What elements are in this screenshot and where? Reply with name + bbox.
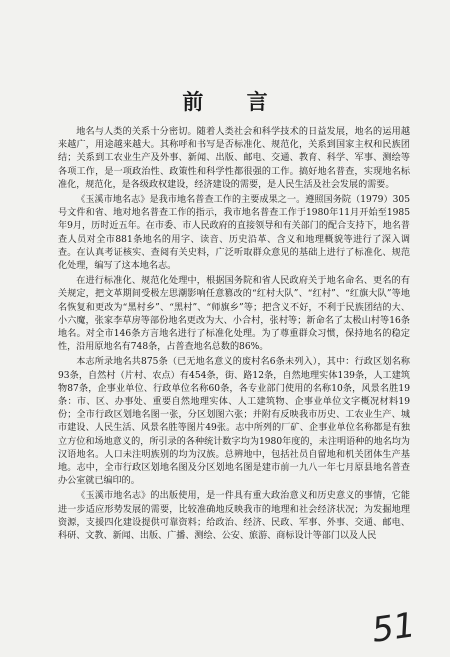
paragraph: 地名与人类的关系十分密切。随着人类社会和科学技术的日益发展，地名的运用越来越广，用途越来越大。其称呼和书写是否标准化、规范化，关系到国家主权和民族团结；关系到工农业生产及外事、新闻、出版、邮电、交通、教育、科学、军事、测绘等各项工作，是一项政治性、政策性和科学性都很强的工作。搞好地名普查，实现地名标准化，规范化，是各级政权建设，经济建设的需要，是人民生活及社会发展的需要。	[58, 127, 410, 190]
paragraph: 《玉溪市地名志》是我市地名普查工作的主要成果之一。遵照国务院（1979）305号文件和省、地对地名普查工作的指示，我市地名普查工作于1980年11月开始至1985年9月，历时近五年。在市委、市人民政府的直接领导和有关部门的配合支持下，地名普查人员对全市881条地名的用字、读音、历史沿革、含义和地理概貌等进行了深入调查。在认真考证核实、查阅有关史料，广泛听取群众意见的基础上进行了标准化、规范化处理，编写了这本地名志。	[58, 195, 410, 272]
preface-body	[58, 126, 410, 545]
paragraph: 《玉溪市地名志》的出版使用，是一件具有重大政治意义和历史意义的事情，它能进一步适应形势发展的需要，比较准确地反映我市的地理和社会经济状况；为发掘地理资源，支援四化建设提供可靠资料；给政治、经济、民政、军事、外事、交通、邮电、科研、文教、新闻、出版、广播、测绘、公安、旅游、商标设计等部门以及人民	[58, 491, 410, 542]
page-title: 前 言	[182, 89, 286, 114]
paragraph: 本志所录地名共875条（已无地名意义的废村名6条未列入），其中：行政区划名称93条，自然村（片村、农点）有454条，街、路12条，自然地理实体139条，人工建筑物87条，企事业单位、行政单位名称60条，各专业部门使用的名称10条，风景名胜19条：市、区、办事处、重要自然地理实体、人工建筑物、企事业单位文字概况材料19份；全市行政区划地名图一张，分区划图六张；并附有反映我市历史、工农业生产、城市建设、人民生活、风景名胜等图片49张。志中所列的厂矿、企事业单位名称都是有独立方位和场地意义的，所引录的各种统计数字均为1980年度的，未注明语种的地名均为汉语地名。人口未注明族别的均为汉族。总辨地中，包括社员自留地和机关团体生产基地。志中，全市行政区划地名图及分区划地名图是建市前一九八一年七月原县地名普查办公室就已编印的。	[58, 357, 410, 487]
handwritten-page-number: 51	[369, 605, 418, 651]
paragraph: 在进行标准化、规范化处理中，根据国务院和省人民政府关于地名命名、更名的有关规定，把文革期间受极左思潮影响任意篡改的“红村大队”、“红村”、“红旗大队”等地名恢复和更改为“黑村乡”、“黑村”、“师旗乡”等；把含义不好，不利于民族团结的大、小六魔，张家李草房等部份地名更改为大、小合村，张村等；新命名了太极山村等16条地名。对全市146条方言地名进行了标准化处理。为了尊重群众习惯，保持地名的稳定性，沿用原地名有748条，占普查地名总数的86%。	[58, 276, 410, 353]
